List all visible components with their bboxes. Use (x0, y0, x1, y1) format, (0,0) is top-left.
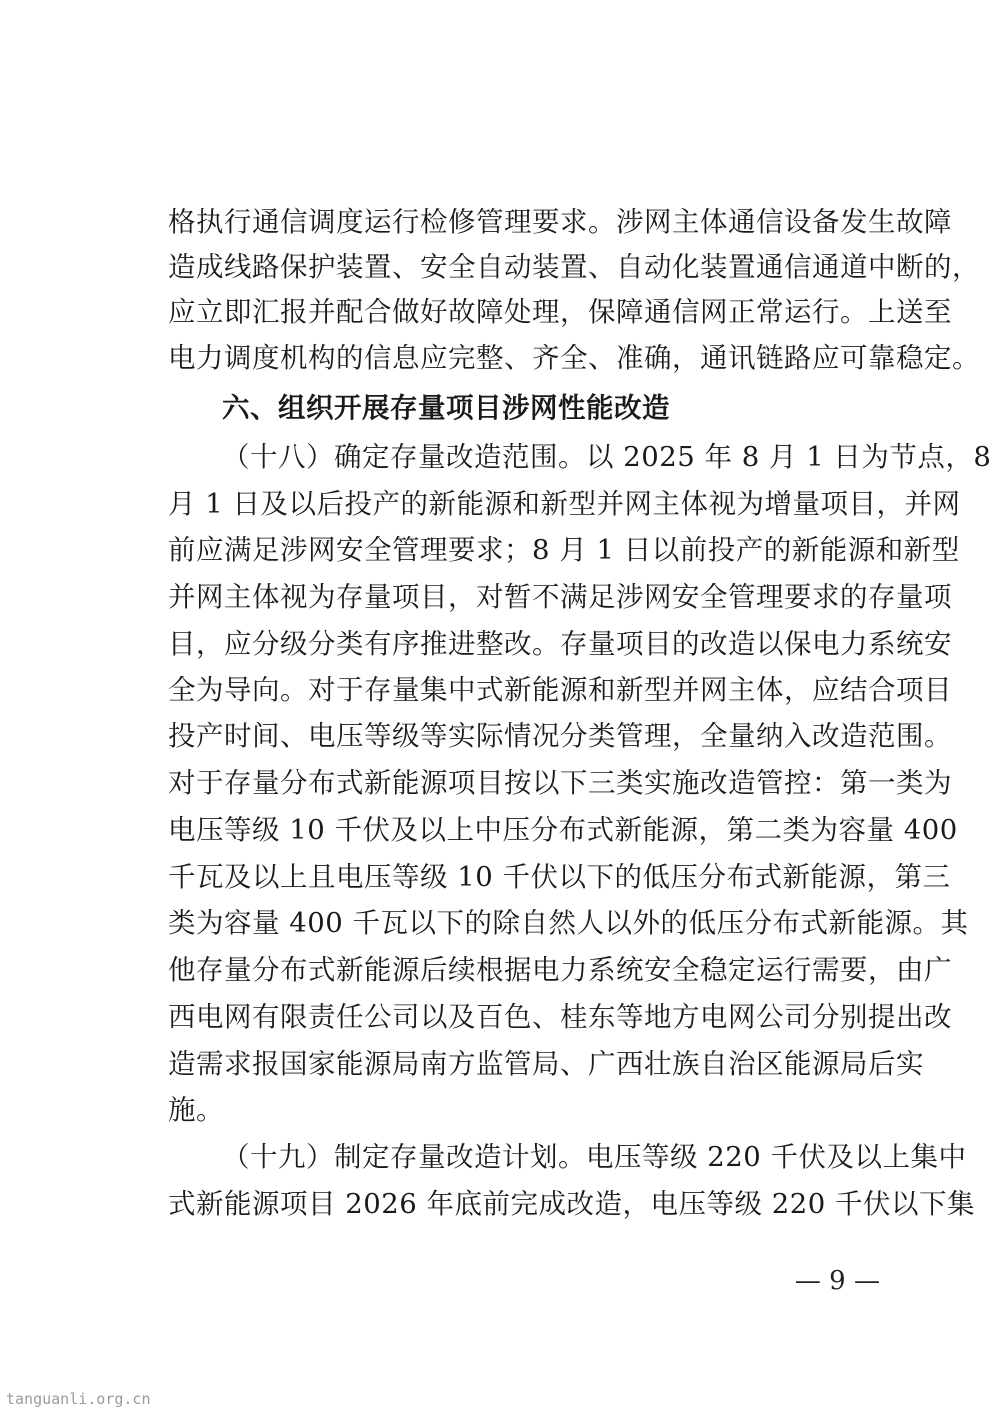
section-heading: 六、组织开展存量项目涉网性能改造 (222, 392, 670, 424)
text-line: 全为导向。对于存量集中式新能源和新型并网主体，应结合项目 (168, 674, 952, 706)
text-line: 施。 (168, 1094, 224, 1126)
text-line: （十八）确定存量改造范围。以 2025 年 8 月 1 日为节点，8 (222, 441, 992, 473)
text-line: 造成线路保护装置、安全自动装置、自动化装置通信通道中断的， (168, 251, 980, 283)
text-line: 电压等级 10 千伏及以上中压分布式新能源，第二类为容量 400 (168, 814, 958, 846)
text-line: 他存量分布式新能源后续根据电力系统安全稳定运行需要，由广 (168, 954, 952, 986)
text-line: 目，应分级分类有序推进整改。存量项目的改造以保电力系统安 (168, 628, 952, 660)
text-line: 造需求报国家能源局南方监管局、广西壮族自治区能源局后实 (168, 1048, 924, 1080)
text-line: 对于存量分布式新能源项目按以下三类实施改造管控：第一类为 (168, 767, 952, 799)
text-line: （十九）制定存量改造计划。电压等级 220 千伏及以上集中 (222, 1141, 967, 1173)
text-line: 应立即汇报并配合做好故障处理，保障通信网正常运行。上送至 (168, 296, 952, 328)
text-line: 月 1 日及以后投产的新能源和新型并网主体视为增量项目，并网 (168, 488, 961, 520)
text-line: 千瓦及以上且电压等级 10 千伏以下的低压分布式新能源，第三 (168, 861, 951, 893)
text-line: 电力调度机构的信息应完整、齐全、准确，通讯链路应可靠稳定。 (168, 342, 980, 374)
text-line: 并网主体视为存量项目，对暂不满足涉网安全管理要求的存量项 (168, 581, 952, 613)
text-line: 式新能源项目 2026 年底前完成改造，电压等级 220 千伏以下集 (168, 1188, 975, 1220)
page-number: — 9 — (794, 1266, 880, 1296)
watermark-text: tanguanli.org.cn (6, 1390, 151, 1408)
text-line: 前应满足涉网安全管理要求；8 月 1 日以前投产的新能源和新型 (168, 534, 960, 566)
text-line: 格执行通信调度运行检修管理要求。涉网主体通信设备发生故障 (168, 206, 952, 238)
text-line: 西电网有限责任公司以及百色、桂东等地方电网公司分别提出改 (168, 1001, 952, 1033)
text-line: 投产时间、电压等级等实际情况分类管理，全量纳入改造范围。 (168, 720, 952, 752)
text-line: 类为容量 400 千瓦以下的除自然人以外的低压分布式新能源。其 (168, 907, 969, 939)
